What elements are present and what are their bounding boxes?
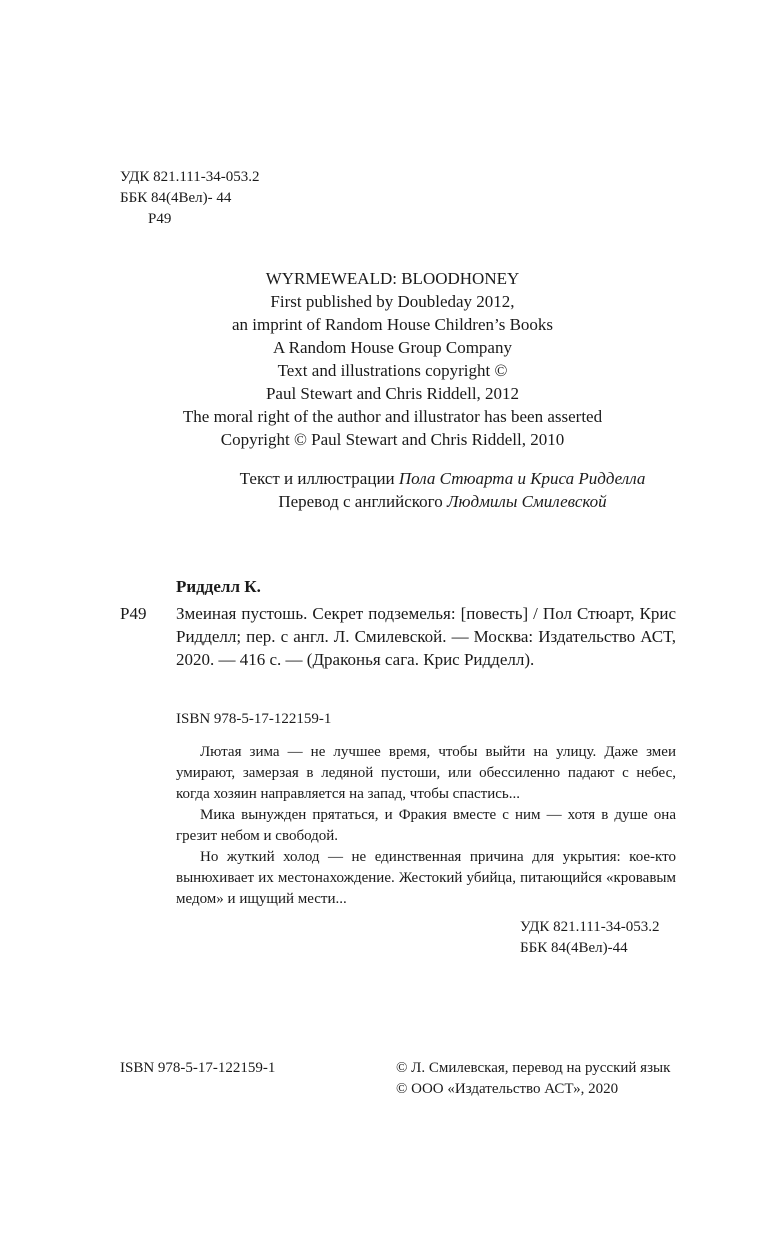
bibliographic-code: Р49 [120,604,147,623]
copyright-line: Text and illustrations copyright © [277,361,508,380]
annotation-paragraph: Но жуткий холод — не единственная причина для укрытия: кое-кто вынюхивает их местонахождение. Жестокий убийца, питающийся «кровавым медом» и ищущий мести... [176,849,676,907]
text-credit-prefix: Текст и иллюстрации [239,469,399,488]
annotation [176,742,676,910]
translation-credit-line [120,490,765,513]
footer-copyrights [396,1058,670,1100]
header-author-mark: Р49 [148,211,172,227]
header-udk: УДК 821.111-34-053.2 [120,169,260,185]
bibliographic-isbn: ISBN 978-5-17-122159-1 [176,711,332,727]
header-bbk: ББК 84(4Вел)- 44 [120,190,232,206]
text-credit-authors: Пола Стюарта и Криса Ридделла [398,469,646,488]
translator-name: Людмилы Смилевской [446,492,607,511]
annotation-paragraph: Лютая зима — не лучшее время, чтобы выйти на улицу. Даже змеи умирают, замерзая в ледяной пустоши, или обессиленно падают с небес, когда хозяин направляется на запад, чтобы спастись... [176,744,676,802]
text-credit-line [120,467,765,490]
copyright-line: The moral right of the author and illustrator has been asserted [182,407,603,426]
copyright-line: Copyright © Paul Stewart and Chris Riddell, 2010 [220,430,565,449]
bibliographic-description [176,602,676,671]
annotation-paragraph: Мика вынужден прятаться, и Фракия вместе с ним — хотя в душе она грезит небом и свободой. [176,807,676,844]
footer-isbn: ISBN 978-5-17-122159-1 [120,1060,276,1076]
original-copyright-block [120,267,665,451]
translation-credit-prefix: Перевод с английского [278,492,447,511]
copyright-line: Paul Stewart and Chris Riddell, 2012 [265,384,520,403]
copyright-line: First published by Doubleday 2012, [270,292,515,311]
copyright-line: WYRMEWEALD: BLOODHONEY [265,269,520,288]
classification-udk: УДК 821.111-34-053.2 [520,919,660,935]
classification-right [520,917,659,959]
copyright-translation: © Л. Смилевская, перевод на русский язык [396,1060,671,1076]
classification-bbk: ББК 84(4Вел)-44 [520,940,628,956]
copyright-line: an imprint of Random House Children’s Books [231,315,554,334]
bibliographic-description-text: Змеиная пустошь. Секрет подземелья: [повесть] / Пол Стюарт, Крис Ридделл; пер. с англ. Л. Смилевской. — Москва: Издательство АСТ, 2020. — 416 с. — (Драконья сага. Крис Ридделл). [176,604,676,669]
copyright-line: A Random House Group Company [273,338,512,357]
credits-block [120,467,765,513]
copyright-publisher: © ООО «Издательство АСТ», 2020 [396,1081,619,1097]
author-heading: Ридделл К. [176,577,261,596]
